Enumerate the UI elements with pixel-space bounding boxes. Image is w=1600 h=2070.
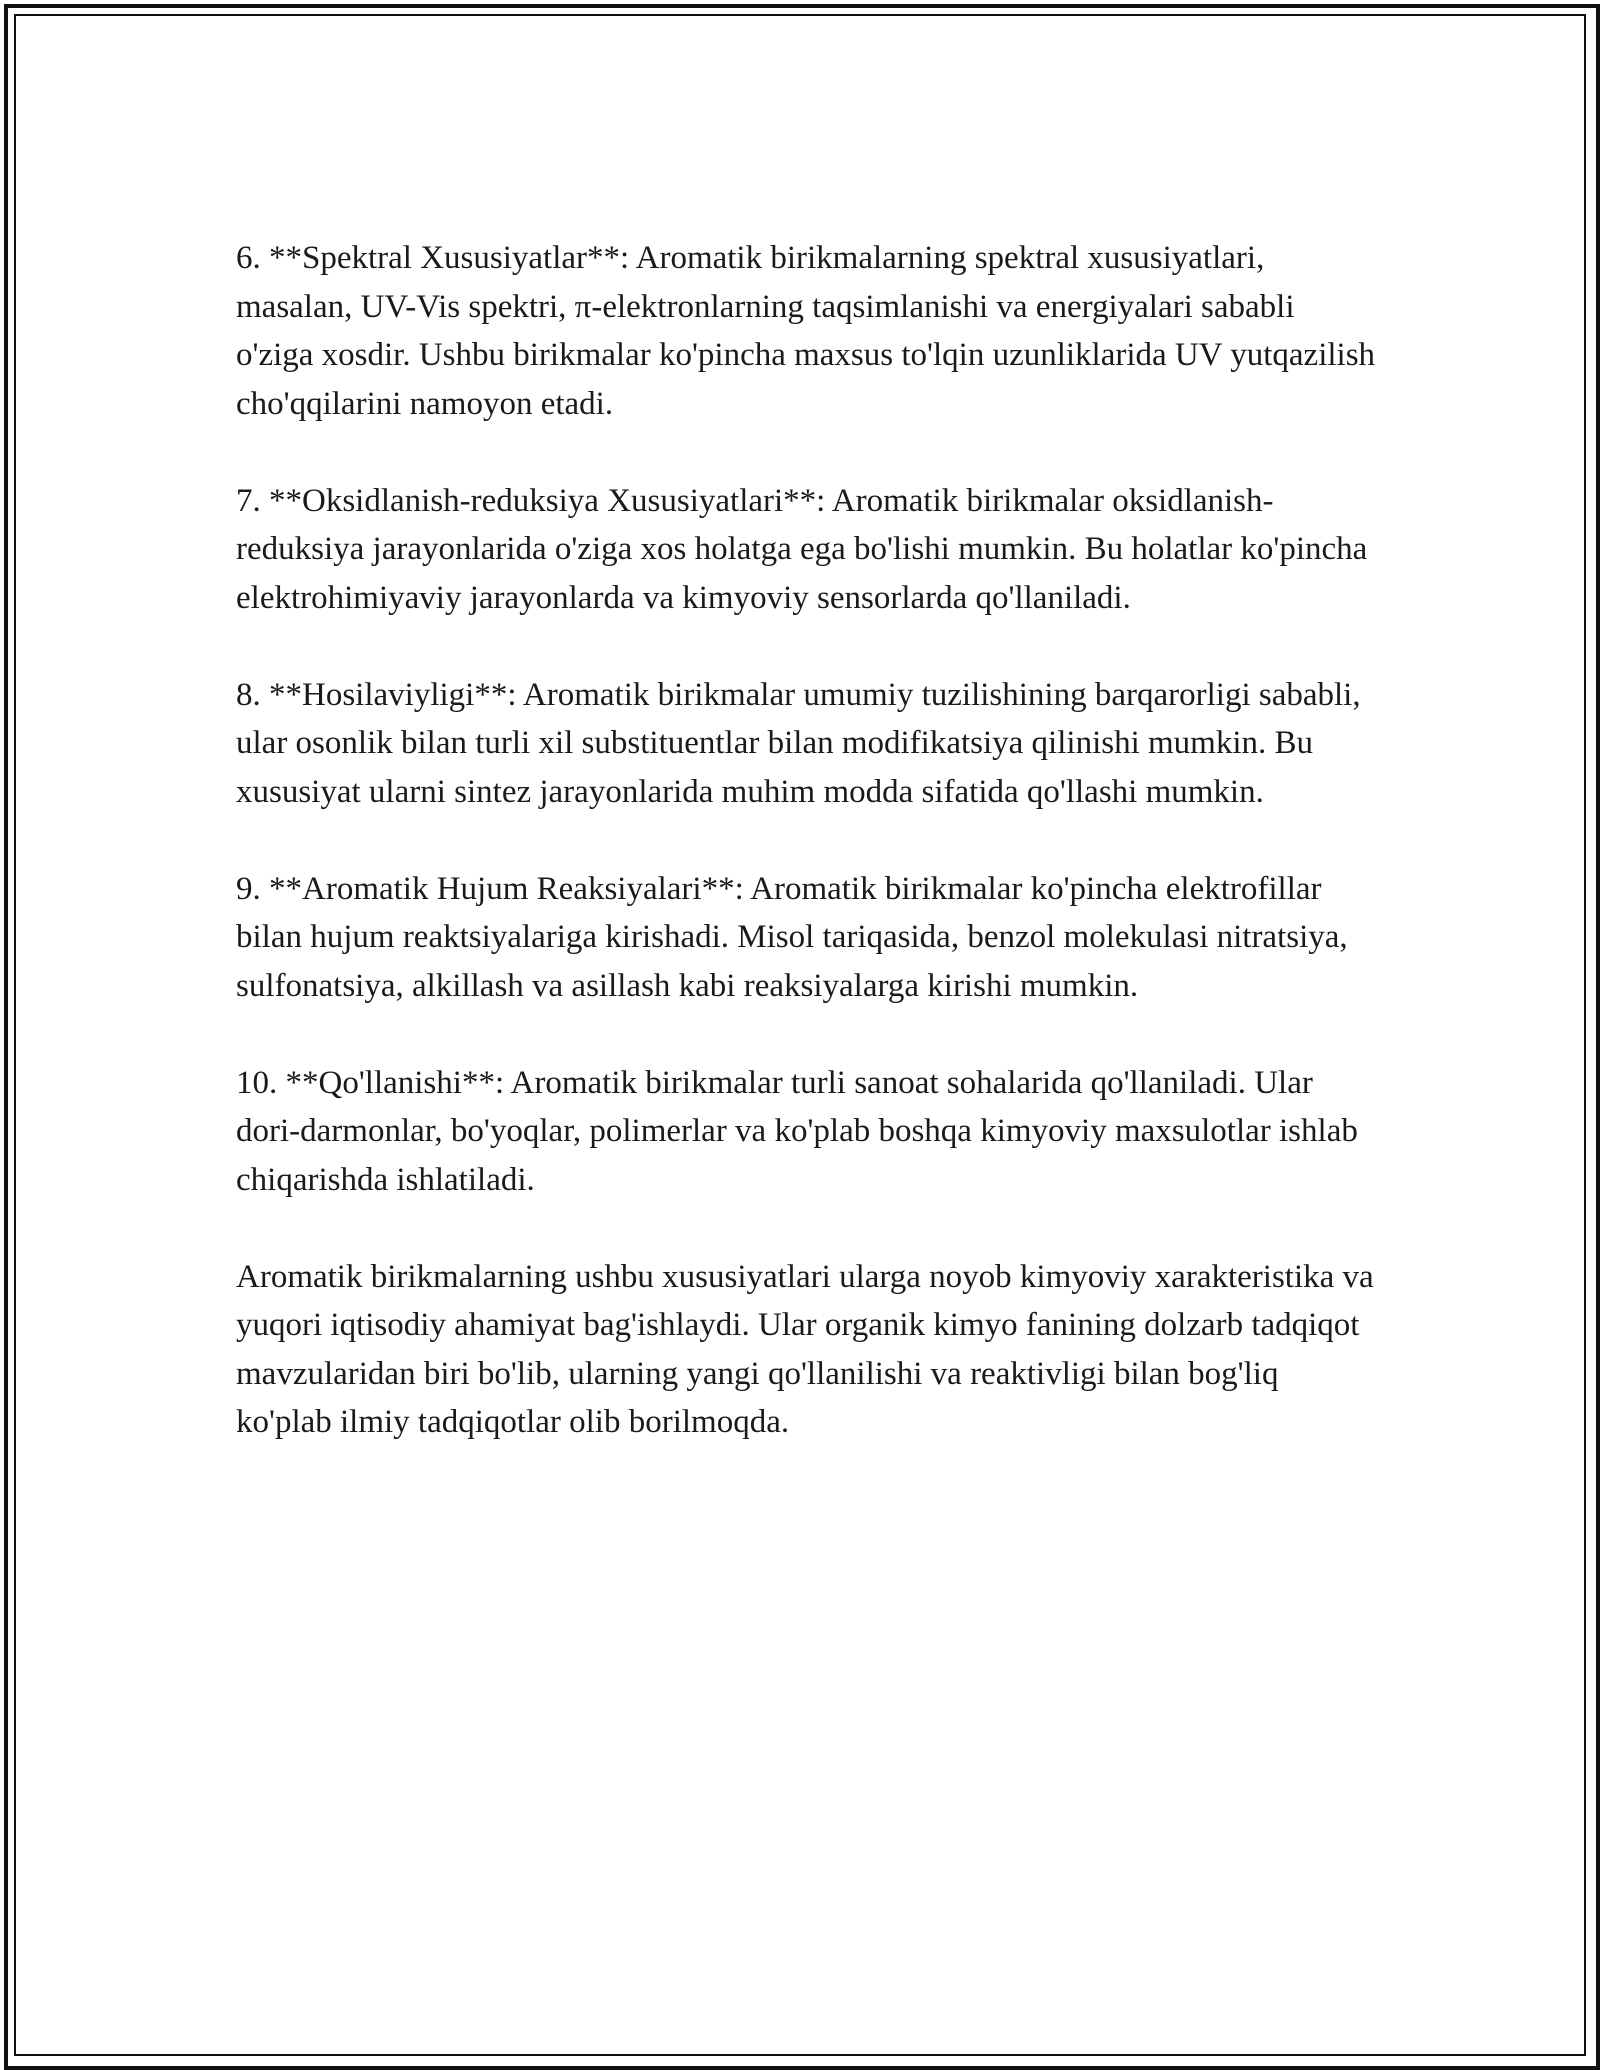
paragraph-conclusion: Aromatik birikmalarning ushbu xususiyatlari ularga noyob kimyoviy xarakteristika va yuqori iqtisodiy ahamiyat bag'ishlaydi. Ular organik kimyo fanining dolzarb tadqiqot mavzularidan biri bo'lib, ularning yangi qo'llanilishi va reaktivligi bilan bog'liq ko'plab ilmiy tadqiqotlar olib borilmoqda. [236, 1258, 1374, 1440]
paragraph-applications: 10. **Qo'llanishi**: Aromatik birikmalar turli sanoat sohalarida qo'llaniladi. Ular dori-darmonlar, bo'yoqlar, polimerlar va ko'plab boshqa kimyoviy maxsulotlar ishlab chiqarishda ishlatiladi. [236, 1064, 1358, 1198]
paragraph-aromatic-attack-reactions: 9. **Aromatik Hujum Reaksiyalari**: Aromatik birikmalar ko'pincha elektrofillar bilan hujum reaktsiyalariga kirishadi. Misol tariqasida, benzol molekulasi nitratsiya, sulfonatsiya, alkillash va asillash kabi reaksiyalarga kirishi mumkin. [236, 870, 1348, 1004]
paragraph-derivatization: 8. **Hosilaviyligi**: Aromatik birikmalar umumiy tuzilishining barqarorligi sababli, ular osonlik bilan turli xil substituentlar bilan modifikatsiya qilinishi mumkin. Bu xususiyat ularni sintez jarayonlarida muhim modda sifatida qo'llashi mumkin. [236, 676, 1361, 810]
paragraph-spectral-properties: 6. **Spektral Xususiyatlar**: Aromatik birikmalarning spektral xususiyatlari, masalan, UV-Vis spektri, π-elektronlarning taqsimlanishi va energiyalari sababli o'ziga xosdir. Ushbu birikmalar ko'pincha maxsus to'lqin uzunliklarida UV yutqazilish cho'qqilarini namoyon etadi. [236, 240, 1376, 422]
document-body [236, 234, 1376, 1447]
paragraph-redox-properties: 7. **Oksidlanish-reduksiya Xususiyatlari**: Aromatik birikmalar oksidlanish-reduksiya jarayonlarida o'ziga xos holatga ega bo'lishi mumkin. Bu holatlar ko'pincha elektrohimiyaviy jarayonlarda va kimyoviy sensorlarda qo'llaniladi. [236, 482, 1368, 616]
